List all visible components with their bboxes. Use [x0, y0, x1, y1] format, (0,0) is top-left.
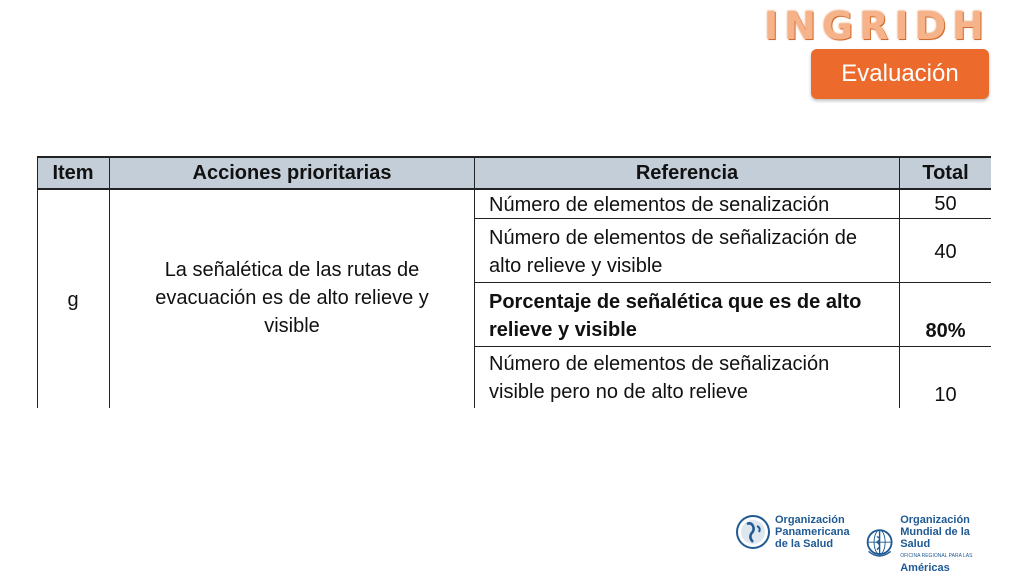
oms-text: Organización Mundial de la Salud OFICINA REGIONAL PARA LAS Américas [900, 514, 973, 574]
oms-emblem-icon [863, 526, 896, 562]
ops-text: Organización Panamericana de la Salud [775, 514, 850, 550]
brand-title: INGRIDH [764, 4, 990, 48]
cell-referencia: Número de elementos de señalización visible pero no de alto relieve [489, 353, 830, 403]
cell-referencia: Porcentaje de señalética que es de alto relieve y visible [489, 291, 862, 341]
grid-line [474, 282, 991, 283]
grid-line [109, 156, 110, 408]
grid-line [474, 346, 991, 347]
cell-referencia: Número de elementos de señalización de alto relieve y visible [489, 227, 857, 277]
evaluacion-button[interactable]: Evaluación [811, 49, 989, 99]
cell-total: 10 [934, 384, 957, 406]
cell-total: 50 [934, 193, 957, 215]
header-item: Item [37, 156, 109, 190]
ops-emblem-icon [735, 514, 771, 550]
header-total: Total [900, 156, 991, 190]
cell-item: g [67, 289, 79, 311]
cell-accion: La señalética de las rutas de evacuación es de alto relieve y visible [155, 259, 429, 337]
cell-total: 80% [925, 320, 966, 342]
grid-line [37, 156, 38, 408]
ops-logo [735, 514, 850, 550]
cell-referencia: Número de elementos de senalización [489, 194, 830, 216]
cell-total: 40 [934, 241, 957, 263]
oms-logo [863, 514, 995, 574]
evaluation-table [37, 156, 991, 408]
header-acciones: Acciones prioritarias [110, 156, 474, 190]
logos [735, 510, 995, 574]
header-referencia: Referencia [475, 156, 899, 190]
